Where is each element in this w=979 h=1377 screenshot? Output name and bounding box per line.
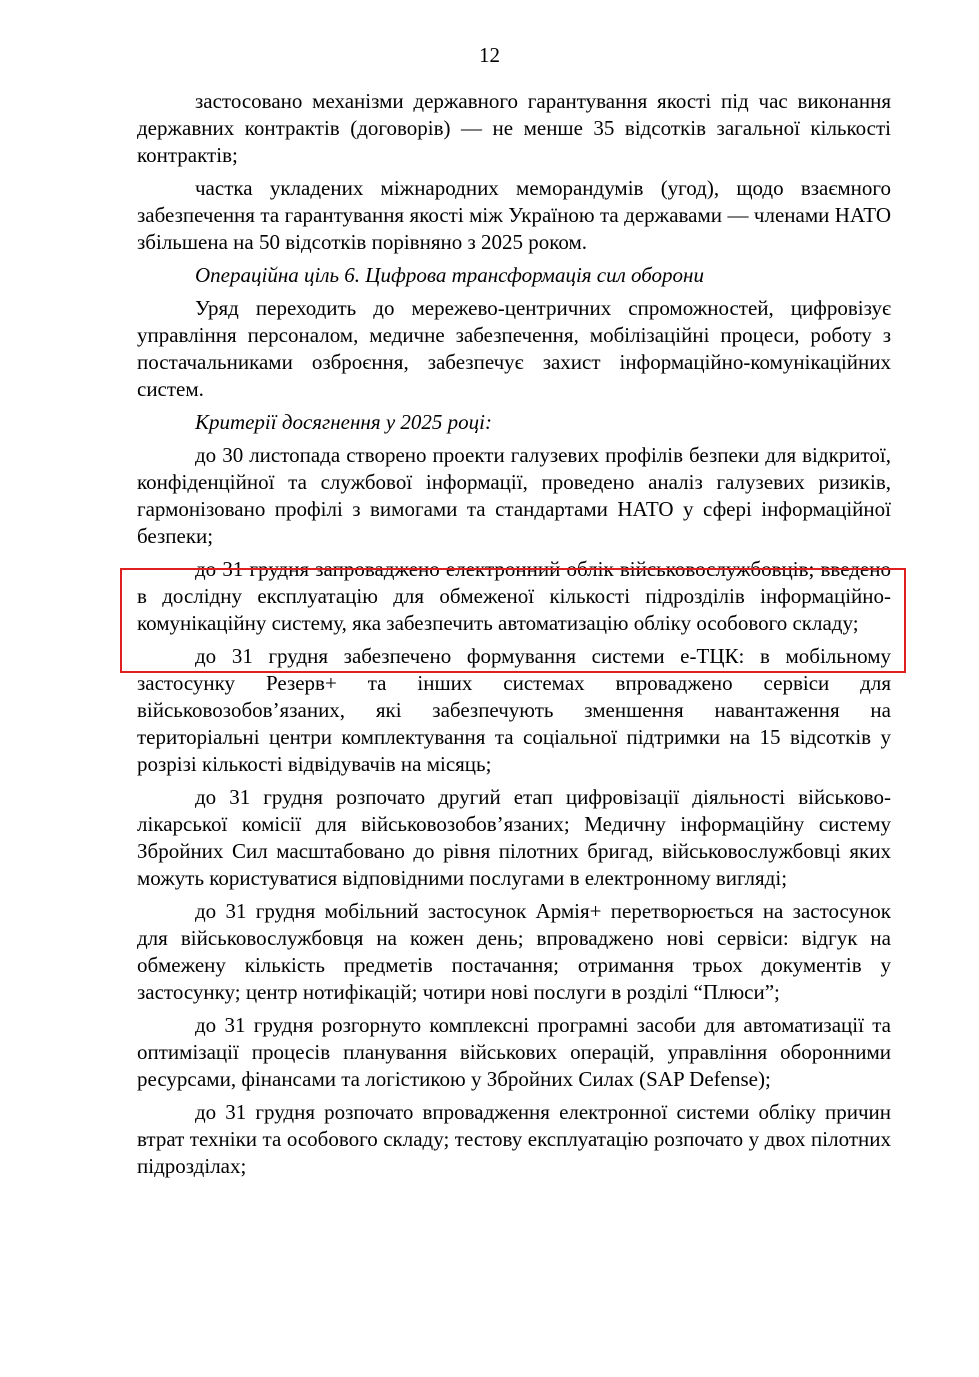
paragraph-loss-registry: до 31 грудня розпочато впровадження електронної системи обліку причин втрат техніки та особового складу; тестову експлуатацію розпочато у двох пілотних підрозділах; [137, 1100, 891, 1178]
paragraph-sap-defense: до 31 грудня розгорнуто комплексні програмні засоби для автоматизації та оптимізації процесів планування військових операцій, управління оборонними ресурсами, фінансами та логістикою у Збройних Силах (SAP Defense); [137, 1013, 891, 1091]
paragraph-government-transition: Уряд переходить до мережево-центричних спроможностей, цифровізує управління персоналом, медичне забезпечення, мобілізаційні процеси, роботу з постачальниками озброєння, забезпечує захист інформаційно-комунікаційних систем. [137, 296, 891, 401]
paragraph-electronic-registry: до 31 грудня запроваджено електронний облік військовослужбовців; введено в дослідну експлуатацію для обмеженої кількості підрозділів інформаційно-комунікаційну систему, яка забезпечить автоматизацію обліку особового складу; [137, 557, 891, 635]
criteria-heading: Критерії досягнення у 2025 році: [195, 410, 492, 434]
paragraph-quality-guarantee: застосовано механізми державного гарантування якості під час виконання державних контрактів (договорів) — не менше 35 відсотків загальної кількості контрактів; [137, 89, 891, 167]
page-number: 12 [479, 43, 500, 67]
paragraph-nato-memoranda: частка укладених міжнародних меморандумів (угод), щодо взаємного забезпечення та гарантування якості між Україною та державами — членами НАТО збільшена на 50 відсотків порівняно з 2025 роком. [137, 176, 891, 254]
highlight-box [120, 568, 906, 673]
operational-goal-heading: Операційна ціль 6. Цифрова трансформація сил оборони [195, 263, 704, 287]
paragraph-medical-commission: до 31 грудня розпочато другий етап цифровізації діяльності військово-лікарської комісії для військовозобов’язаних; Медичну інформаційну систему Збройних Сил масштабовано до рівня пілотних бригад, військовослужбовці яких можуть користуватися відповідними послугами в електронному вигляді; [137, 785, 891, 890]
paragraph-e-tck: до 31 грудня забезпечено формування системи е-ТЦК: в мобільному застосунку Резерв+ та інших системах впроваджено сервіси для військовозобов’язаних, які забезпечують зменшення навантаження на територіальні центри комплектування та соціальної підтримки на 15 відсотків у розрізі кількості відвідувачів на місяць; [137, 644, 891, 776]
paragraph-security-profiles: до 30 листопада створено проекти галузевих профілів безпеки для відкритої, конфіденційної та службової інформації, проведено аналіз галузевих ризиків, гармонізовано профілі з вимогами та стандартами НАТО у сфері інформаційної безпеки; [137, 443, 891, 548]
paragraph-army-plus: до 31 грудня мобільний застосунок Армія+ перетворюється на застосунок для військовослужбовця на кожен день; впроваджено нові сервіси: відгук на обмежену кількість предметів постачання; отримання трьох документів у застосунку; центр нотифікацій; чотири нові послуги в розділі “Плюси”; [137, 899, 891, 1004]
